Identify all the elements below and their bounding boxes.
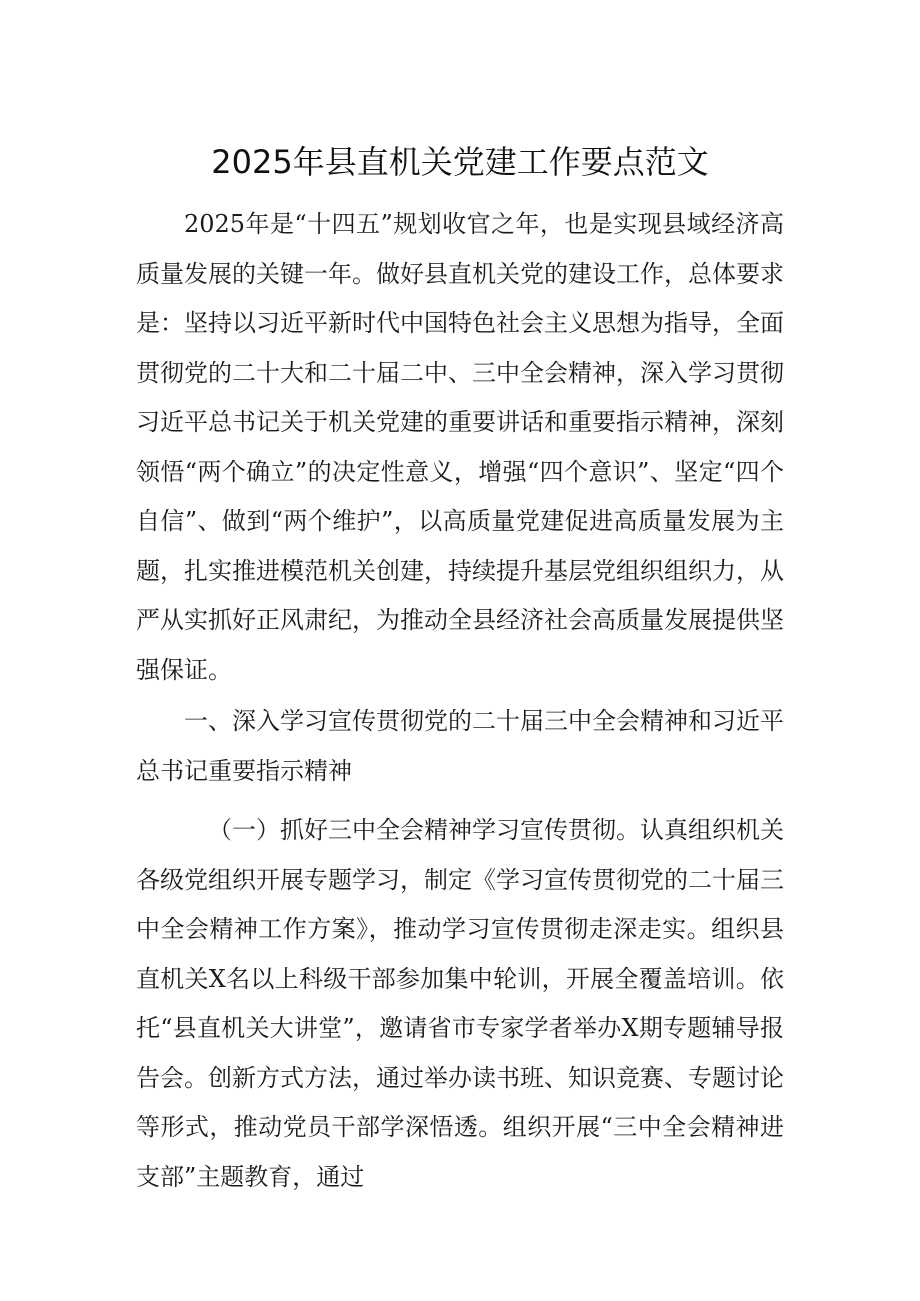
section-heading-1: 一、深入学习宣传贯彻党的二十届三中全会精神和习近平总书记重要指示精神 — [136, 707, 784, 785]
document-title: 2025年县直机关党建工作要点范文 — [211, 143, 709, 181]
subsection-paragraph-1: （一）抓好三中全会精神学习宣传贯彻。认真组织机关各级党组织开展专题学习，制定《学习宣传贯彻党的二十届三中全会精神工作方案》，推动学习宣传贯彻走深走实。组织县直机关X名以上科级干部参加集中轮训，开展全覆盖培训。依托“县直机关大讲堂”，邀请省市专家学者举办X期专题辅导报告会。创新方式方法，通过举办读书班、知识竞赛、专题讨论等形式，推动党员干部学深悟透。组织开展“三中全会精神进支部”主题教育，通过 — [136, 816, 784, 1191]
intro-paragraph: 2025年是“十四五”规划收官之年，也是实现县域经济高质量发展的关键一年。做好县直机关党的建设工作，总体要求是：坚持以习近平新时代中国特色社会主义思想为指导，全面贯彻党的二十大和二十届二中、三中全会精神，深入学习贯彻习近平总书记关于机关党建的重要讲话和重要指示精神，深刻领悟“两个确立”的决定性意义，增强“四个意识”、坚定“四个自信”、做到“两个维护”，以高质量党建促进高质量发展为主题，扎实推进模范机关创建，持续提升基层党组织组织力，从严从实抓好正风肃纪，为推动全县经济社会高质量发展提供坚强保证。 — [136, 210, 784, 684]
